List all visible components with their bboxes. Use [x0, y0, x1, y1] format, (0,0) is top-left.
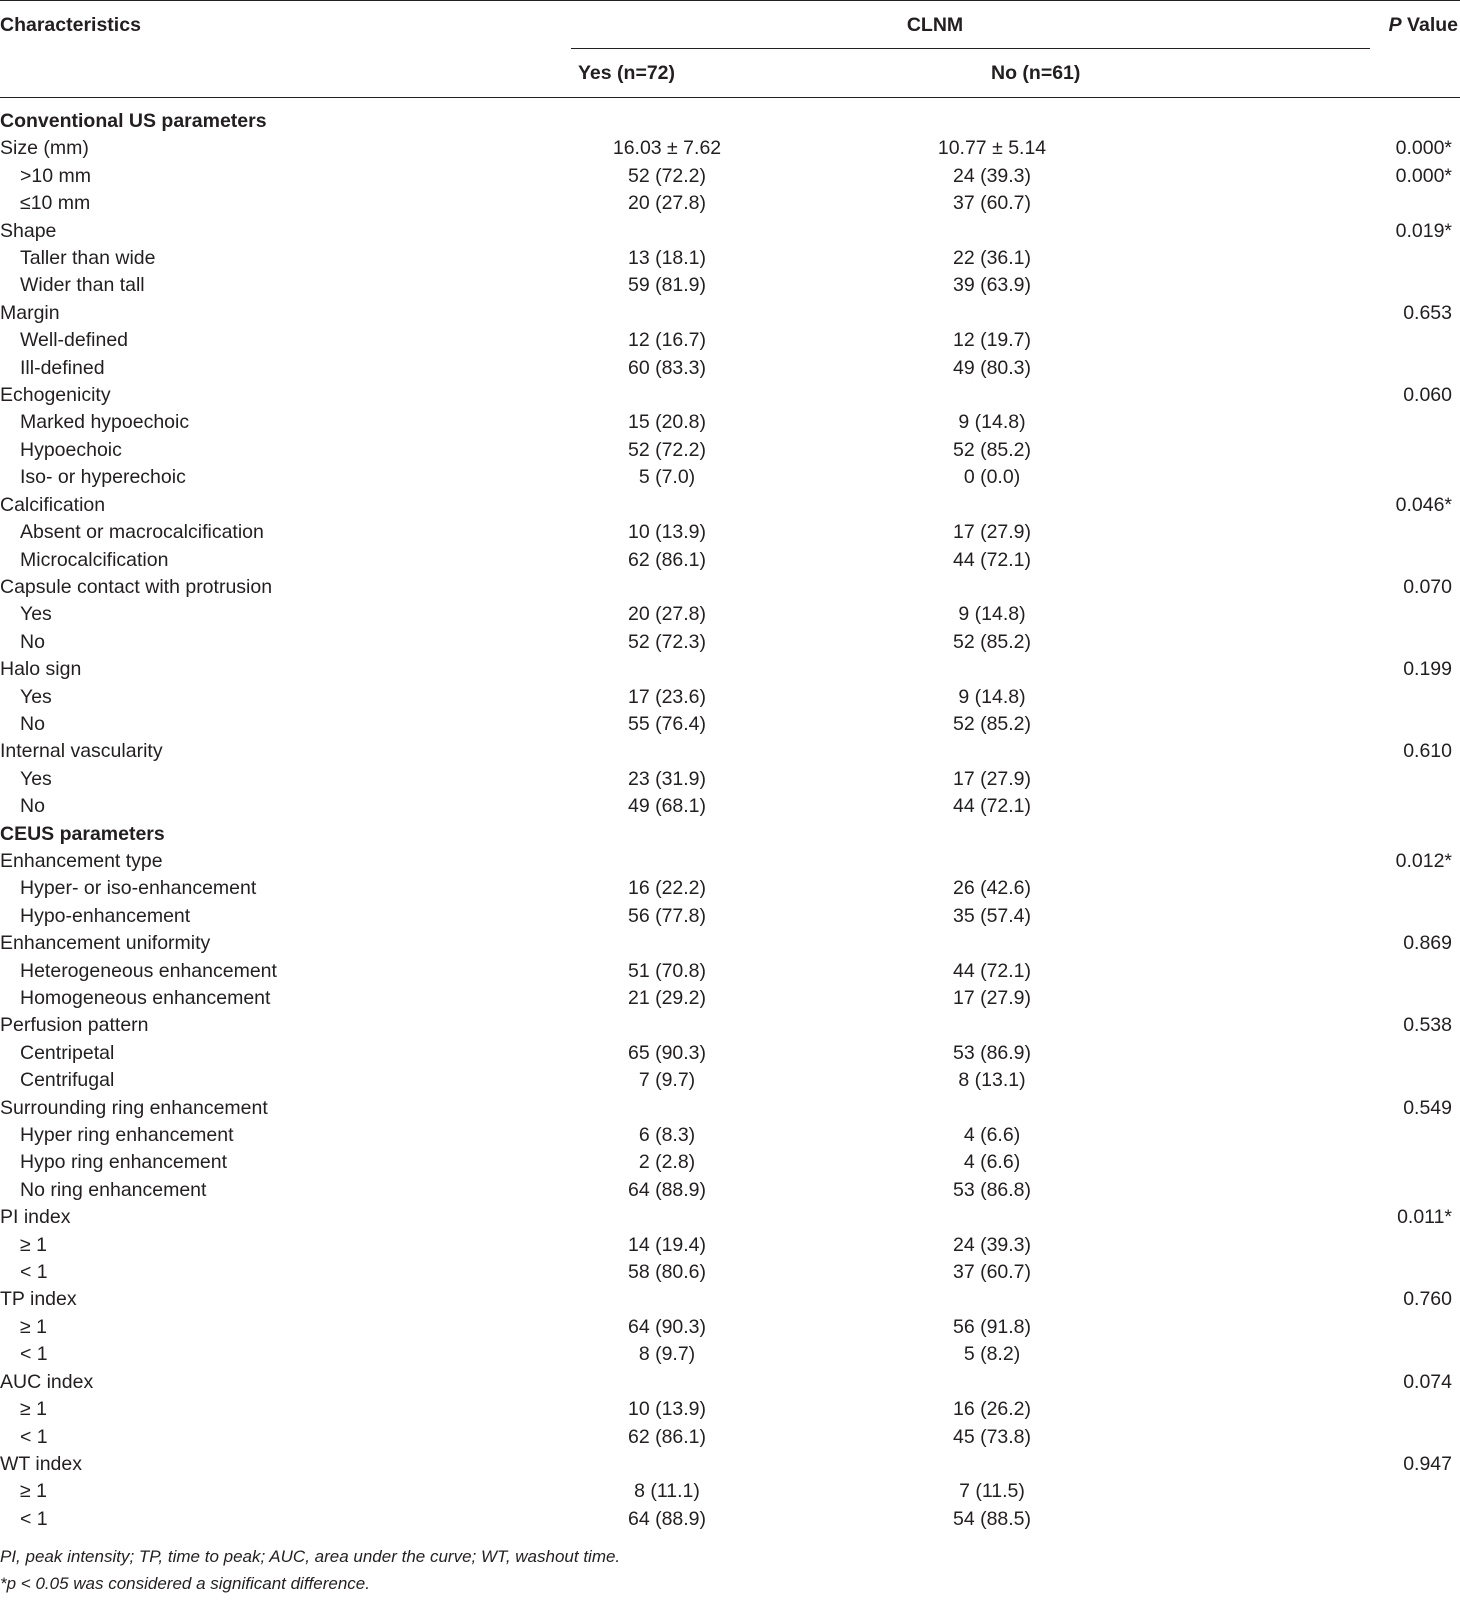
table-row — [0, 1204, 1460, 1231]
cell-no: 52 (85.2) — [952, 630, 1032, 653]
sub-row — [0, 601, 1460, 628]
sub-row — [0, 547, 1460, 574]
table-row — [0, 218, 1460, 245]
cell-yes: 58 (80.6) — [627, 1261, 707, 1284]
sub-row — [0, 409, 1460, 436]
cell-p-value: 0.538 — [1403, 1014, 1453, 1037]
row-label: Homogeneous enhancement — [20, 987, 271, 1009]
cell-p-value — [1360, 327, 1460, 354]
cell-p-value — [1360, 711, 1460, 738]
sub-row — [0, 327, 1460, 354]
cell-no: 10.77 ± 5.14 — [937, 137, 1047, 160]
cell-yes: 7 (9.7) — [638, 1069, 696, 1092]
cell-no: 4 (6.6) — [963, 1124, 1021, 1147]
cell-yes: 64 (88.9) — [627, 1178, 707, 1201]
cell-p-value — [1360, 245, 1460, 272]
cell-yes: 10 (13.9) — [627, 1398, 707, 1421]
row-label: Halo sign — [0, 658, 82, 681]
cell-no: 17 (27.9) — [952, 987, 1032, 1009]
header-p-italic: P — [1388, 13, 1402, 36]
cell-no — [722, 1012, 1262, 1039]
sub-row — [0, 1396, 1460, 1423]
cell-p-value: 0.199 — [1403, 658, 1453, 681]
cell-yes: 64 (88.9) — [627, 1507, 707, 1530]
row-label: ≥ 1 — [20, 1480, 47, 1503]
row-label: Iso- or hyperechoic — [20, 466, 186, 489]
header-row-2 — [0, 49, 1460, 98]
sub-row — [0, 190, 1460, 217]
row-label: Size (mm) — [0, 137, 89, 160]
row-label: AUC index — [0, 1370, 94, 1393]
cell-yes: 20 (27.8) — [627, 192, 707, 215]
cell-yes: 16.03 ± 7.62 — [612, 137, 722, 160]
cell-p-value — [1360, 1259, 1460, 1286]
cell-no: 37 (60.7) — [952, 1261, 1032, 1284]
sub-row — [0, 903, 1460, 930]
header-clnm-label: CLNM — [906, 13, 964, 36]
table-row — [0, 1286, 1460, 1313]
cell-yes: 15 (20.8) — [627, 411, 707, 434]
table-row — [0, 492, 1460, 519]
sub-row — [0, 1259, 1460, 1286]
cell-no: 37 (60.7) — [952, 192, 1032, 215]
header-row-1 — [0, 1, 1460, 50]
sub-row — [0, 1177, 1460, 1204]
cell-no: 24 (39.3) — [952, 164, 1032, 187]
row-label: Yes — [20, 767, 52, 790]
cell-yes: 2 (2.8) — [638, 1151, 696, 1174]
cell-p-value — [1360, 821, 1460, 848]
row-label: Well-defined — [20, 329, 129, 352]
row-label: ≥ 1 — [20, 1398, 47, 1421]
cell-yes: 5 (7.0) — [638, 466, 696, 489]
cell-no — [722, 1451, 1262, 1478]
row-label: Hyper- or iso-enhancement — [20, 877, 257, 900]
sub-row — [0, 464, 1460, 491]
header-empty — [0, 49, 560, 98]
row-label: Enhancement uniformity — [0, 932, 211, 955]
row-label: Echogenicity — [0, 384, 111, 407]
sub-row — [0, 1232, 1460, 1259]
sub-row — [0, 793, 1460, 820]
cell-p-value — [1360, 958, 1460, 985]
sub-row — [0, 245, 1460, 272]
sub-row — [0, 766, 1460, 793]
cell-no: 17 (27.9) — [952, 767, 1032, 790]
sub-row — [0, 629, 1460, 656]
cell-yes: 14 (19.4) — [627, 1233, 707, 1256]
cell-no — [722, 492, 1262, 519]
row-label: ≥ 1 — [20, 1315, 47, 1338]
footnote-significance: *p < 0.05 was considered a significant difference. — [0, 1574, 370, 1594]
cell-p-value — [1360, 1424, 1460, 1451]
cell-no: 49 (80.3) — [952, 356, 1032, 379]
header-empty-p — [1360, 49, 1460, 98]
sub-row — [0, 1149, 1460, 1176]
row-label: No — [20, 795, 45, 818]
cell-no: 35 (57.4) — [952, 904, 1032, 927]
cell-no: 17 (27.9) — [952, 521, 1032, 544]
sub-row — [0, 875, 1460, 902]
table-row — [0, 1095, 1460, 1122]
cell-no: 9 (14.8) — [958, 411, 1026, 434]
cell-p-value — [1360, 1506, 1460, 1533]
cell-yes: 60 (83.3) — [627, 356, 707, 379]
table-row — [0, 382, 1460, 409]
cell-no: 26 (42.6) — [952, 877, 1032, 900]
cell-p-value — [1360, 1040, 1460, 1067]
cell-no: 44 (72.1) — [952, 548, 1032, 571]
cell-no: 54 (88.5) — [952, 1507, 1032, 1530]
row-label: Yes — [20, 685, 52, 708]
row-label: Calcification — [0, 493, 106, 516]
sub-row — [0, 1478, 1460, 1505]
row-label: Wider than tall — [20, 274, 145, 297]
cell-p-value — [1360, 1341, 1460, 1368]
row-label: < 1 — [20, 1261, 48, 1284]
cell-no — [722, 574, 1262, 601]
cell-p-value: 0.610 — [1403, 740, 1453, 763]
table-row — [0, 300, 1460, 327]
row-label: ≥ 1 — [20, 1233, 47, 1256]
row-label: Capsule contact with protrusion — [0, 575, 273, 598]
sub-row — [0, 1067, 1460, 1094]
header-yes: Yes (n=72) — [560, 49, 820, 98]
cell-p-value — [1360, 437, 1460, 464]
cell-no: 12 (19.7) — [952, 329, 1032, 352]
cell-no: 4 (6.6) — [963, 1151, 1021, 1174]
cell-no — [722, 1369, 1262, 1396]
row-label: WT index — [0, 1452, 82, 1475]
cell-yes: 49 (68.1) — [627, 795, 707, 818]
table-body — [0, 98, 1460, 1534]
cell-yes: 55 (76.4) — [627, 712, 707, 735]
row-label: PI index — [0, 1206, 71, 1229]
table-row — [0, 1451, 1460, 1478]
cell-p-value: 0.000* — [1395, 137, 1453, 160]
header-p-rest: Value — [1401, 13, 1459, 36]
cell-p-value: 0.947 — [1403, 1452, 1453, 1475]
cell-p-value — [1360, 190, 1460, 217]
cell-p-value: 0.019* — [1395, 219, 1453, 242]
cell-yes: 59 (81.9) — [627, 274, 707, 297]
cell-no: 9 (14.8) — [958, 685, 1026, 708]
row-label: Hypo-enhancement — [20, 904, 191, 927]
cell-no: 56 (91.8) — [952, 1315, 1032, 1338]
cell-p-value: 0.000* — [1395, 164, 1453, 187]
row-label: >10 mm — [20, 164, 91, 187]
cell-yes: 51 (70.8) — [627, 959, 707, 982]
cell-no: 16 (26.2) — [952, 1398, 1032, 1421]
cell-p-value — [1360, 875, 1460, 902]
cell-yes: 52 (72.2) — [627, 164, 707, 187]
cell-p-value — [1360, 1314, 1460, 1341]
cell-no: 52 (85.2) — [952, 438, 1032, 461]
table-row — [0, 848, 1460, 875]
cell-p-value — [1360, 355, 1460, 382]
cell-p-value: 0.070 — [1403, 575, 1453, 598]
cell-no: 8 (13.1) — [958, 1069, 1026, 1092]
row-label: ≤10 mm — [20, 192, 91, 215]
header-clnm — [560, 1, 1360, 50]
header-no: No (n=61) — [820, 49, 1360, 98]
cell-no — [722, 382, 1262, 409]
cell-no — [722, 1095, 1262, 1122]
row-label: Taller than wide — [20, 247, 156, 270]
sub-row — [0, 1314, 1460, 1341]
cell-yes: 52 (72.3) — [627, 630, 707, 653]
sub-row — [0, 684, 1460, 711]
row-label: < 1 — [20, 1343, 48, 1366]
cell-p-value — [1360, 903, 1460, 930]
cell-yes: 10 (13.9) — [627, 521, 707, 544]
table-footnotes — [0, 1543, 1460, 1597]
cell-yes: 62 (86.1) — [627, 1425, 707, 1448]
row-label: Hyper ring enhancement — [20, 1124, 234, 1147]
clnm-divider — [571, 48, 1370, 49]
sub-row — [0, 1424, 1460, 1451]
cell-yes: 6 (8.3) — [638, 1124, 696, 1147]
footnote-abbreviations: PI, peak intensity; TP, time to peak; AUC, area under the curve; WT, washout time. — [0, 1547, 621, 1567]
section-row — [0, 98, 1460, 136]
cell-p-value: 0.060 — [1403, 384, 1453, 407]
row-label: Heterogeneous enhancement — [20, 959, 277, 982]
table-row — [0, 738, 1460, 765]
sub-row — [0, 1040, 1460, 1067]
cell-yes: 13 (18.1) — [627, 247, 707, 270]
cell-no: 53 (86.9) — [952, 1041, 1032, 1064]
cell-p-value — [1360, 629, 1460, 656]
cell-p-value — [1360, 1177, 1460, 1204]
table-row — [0, 135, 1460, 162]
cell-no — [722, 300, 1262, 327]
cell-no: 44 (72.1) — [952, 795, 1032, 818]
table-row — [0, 1369, 1460, 1396]
cell-no: 52 (85.2) — [952, 712, 1032, 735]
sub-row — [0, 272, 1460, 299]
cell-no — [722, 98, 1262, 136]
cell-no: 24 (39.3) — [952, 1233, 1032, 1256]
cell-p-value — [1360, 684, 1460, 711]
cell-no: 5 (8.2) — [963, 1343, 1021, 1366]
row-label: Yes — [20, 603, 52, 626]
cell-p-value — [1360, 793, 1460, 820]
cell-yes: 17 (23.6) — [627, 685, 707, 708]
row-label: Conventional US parameters — [0, 110, 267, 132]
row-label: No — [20, 712, 45, 735]
sub-row — [0, 437, 1460, 464]
row-label: CEUS parameters — [0, 822, 165, 845]
cell-no: 39 (63.9) — [952, 274, 1032, 297]
table-row — [0, 930, 1460, 957]
cell-p-value — [1360, 1149, 1460, 1176]
row-label: Enhancement type — [0, 849, 163, 872]
row-label: No — [20, 630, 45, 653]
row-label: Centrifugal — [20, 1069, 115, 1092]
cell-p-value: 0.074 — [1403, 1370, 1453, 1393]
cell-no — [722, 656, 1262, 683]
cell-no: 0 (0.0) — [963, 466, 1021, 489]
row-label: Internal vascularity — [0, 740, 163, 763]
cell-no: 9 (14.8) — [958, 603, 1026, 626]
cell-p-value — [1360, 766, 1460, 793]
row-label: Shape — [0, 219, 57, 242]
cell-yes: 64 (90.3) — [627, 1315, 707, 1338]
cell-yes: 62 (86.1) — [627, 548, 707, 571]
row-label: Hypoechoic — [20, 438, 122, 461]
cell-yes: 16 (22.2) — [627, 877, 707, 900]
sub-row — [0, 711, 1460, 738]
cell-p-value — [1360, 601, 1460, 628]
cell-p-value — [1360, 1232, 1460, 1259]
row-label: Margin — [0, 301, 60, 324]
cell-no — [722, 848, 1262, 875]
table-row — [0, 656, 1460, 683]
row-label: Perfusion pattern — [0, 1014, 149, 1037]
row-label: Centripetal — [20, 1041, 115, 1064]
cell-p-value: 0.653 — [1403, 301, 1453, 324]
cell-p-value: 0.012* — [1395, 849, 1453, 872]
row-label: Microcalcification — [20, 548, 169, 571]
cell-no — [722, 218, 1262, 245]
cell-yes: 21 (29.2) — [627, 987, 707, 1009]
row-label: < 1 — [20, 1507, 48, 1530]
cell-p-value — [1360, 409, 1460, 436]
header-characteristics: Characteristics — [0, 1, 560, 50]
sub-row — [0, 1506, 1460, 1533]
row-label: < 1 — [20, 1425, 48, 1448]
cell-p-value — [1360, 272, 1460, 299]
cell-no: 44 (72.1) — [952, 959, 1032, 982]
row-label: Ill-defined — [20, 356, 105, 379]
cell-p-value — [1360, 985, 1460, 1012]
cell-p-value — [1360, 519, 1460, 546]
sub-row — [0, 163, 1460, 190]
cell-yes: 23 (31.9) — [627, 767, 707, 790]
cell-yes: 65 (90.3) — [627, 1041, 707, 1064]
cell-p-value: 0.549 — [1403, 1096, 1453, 1119]
cell-p-value: 0.869 — [1403, 932, 1453, 955]
sub-row — [0, 985, 1460, 1012]
cell-yes: 12 (16.7) — [627, 329, 707, 352]
cell-no: 53 (86.8) — [952, 1178, 1032, 1201]
cell-yes: 8 (9.7) — [638, 1343, 696, 1366]
row-label: Surrounding ring enhancement — [0, 1096, 268, 1119]
cell-no — [722, 738, 1262, 765]
sub-row — [0, 958, 1460, 985]
cell-yes: 52 (72.2) — [627, 438, 707, 461]
cell-p-value: 0.760 — [1403, 1288, 1453, 1311]
cell-no: 45 (73.8) — [952, 1425, 1032, 1448]
table-row — [0, 574, 1460, 601]
row-label: Absent or macrocalcification — [20, 521, 264, 544]
cell-no: 22 (36.1) — [952, 247, 1032, 270]
table-row — [0, 1012, 1460, 1039]
cell-p-value: 0.011* — [1397, 1206, 1453, 1229]
header-p-value — [1360, 1, 1460, 50]
cell-p-value — [1360, 464, 1460, 491]
cell-p-value — [1360, 1122, 1460, 1149]
sub-row — [0, 1341, 1460, 1368]
cell-p-value: 0.046* — [1395, 493, 1453, 516]
cell-no: 7 (11.5) — [959, 1480, 1025, 1503]
cell-yes: 8 (11.1) — [634, 1480, 700, 1503]
row-label: No ring enhancement — [20, 1178, 207, 1201]
section-row — [0, 821, 1460, 848]
sub-row — [0, 519, 1460, 546]
cell-p-value — [1360, 547, 1460, 574]
cell-p-value — [1360, 1396, 1460, 1423]
cell-no — [722, 1204, 1262, 1231]
cell-p-value — [1360, 98, 1460, 136]
row-label: Hypo ring enhancement — [20, 1151, 228, 1174]
row-label: TP index — [0, 1288, 77, 1311]
row-label: Marked hypoechoic — [20, 411, 190, 434]
cell-p-value — [1360, 1067, 1460, 1094]
cell-yes: 56 (77.8) — [627, 904, 707, 927]
cell-yes: 20 (27.8) — [627, 603, 707, 626]
cell-no — [722, 930, 1262, 957]
cell-p-value — [1360, 1478, 1460, 1505]
cell-no — [722, 1286, 1262, 1313]
sub-row — [0, 355, 1460, 382]
sub-row — [0, 1122, 1460, 1149]
cell-no — [722, 821, 1262, 848]
